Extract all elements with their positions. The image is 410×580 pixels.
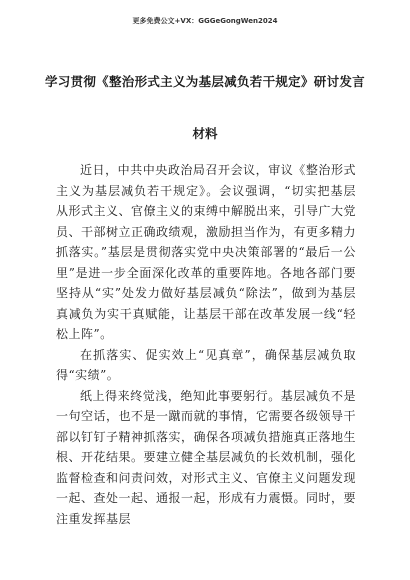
paragraph-3: 纸上得来终觉浅，绝知此事要躬行。基层减负不是一句空话，也不是一蹴而就的事情，它需要各级领导干部以钉钉子精神抓落实，确保各项减负措施真正落地生根、开花结果。要建立健全基层减负的长效机制，强化监督检查和问责问效，对形式主义、官僚主义问题发现一起、查处一起、通报一起，形成有力震慑。同时，要注重发挥基层 — [56, 388, 357, 526]
document-title: 学习贯彻《整治形式主义为基层减负若干规定》研讨发言 — [44, 74, 365, 89]
page-header-note: 更多免费公文+VX：GGGeGongWen2024 — [132, 17, 278, 25]
document-body — [56, 160, 356, 529]
paragraph-2: 在抓落实、促实效上“见真章”，确保基层减负取得“实绩”。 — [56, 347, 356, 382]
paragraph-1: 近日，中共中央政治局召开会议，审议《整治形式主义为基层减负若干规定》。会议强调，“切实把基层从形式主义、官僚主义的束缚中解脱出来，引导广大党员、干部树立正确政绩观，激励担当作为，有更多精力抓落实。”基层是贯彻落实党中央决策部署的“最后一公里”是进一步全面深化改革的重要阵地。各地各部门要坚持从“实”处发力做好基层减负“除法”，做到为基层真减负为实干真赋能，让基层干部在改革发展一线“轻松上阵”。 — [56, 163, 357, 341]
document-title-continuation: 材料 — [192, 126, 218, 141]
